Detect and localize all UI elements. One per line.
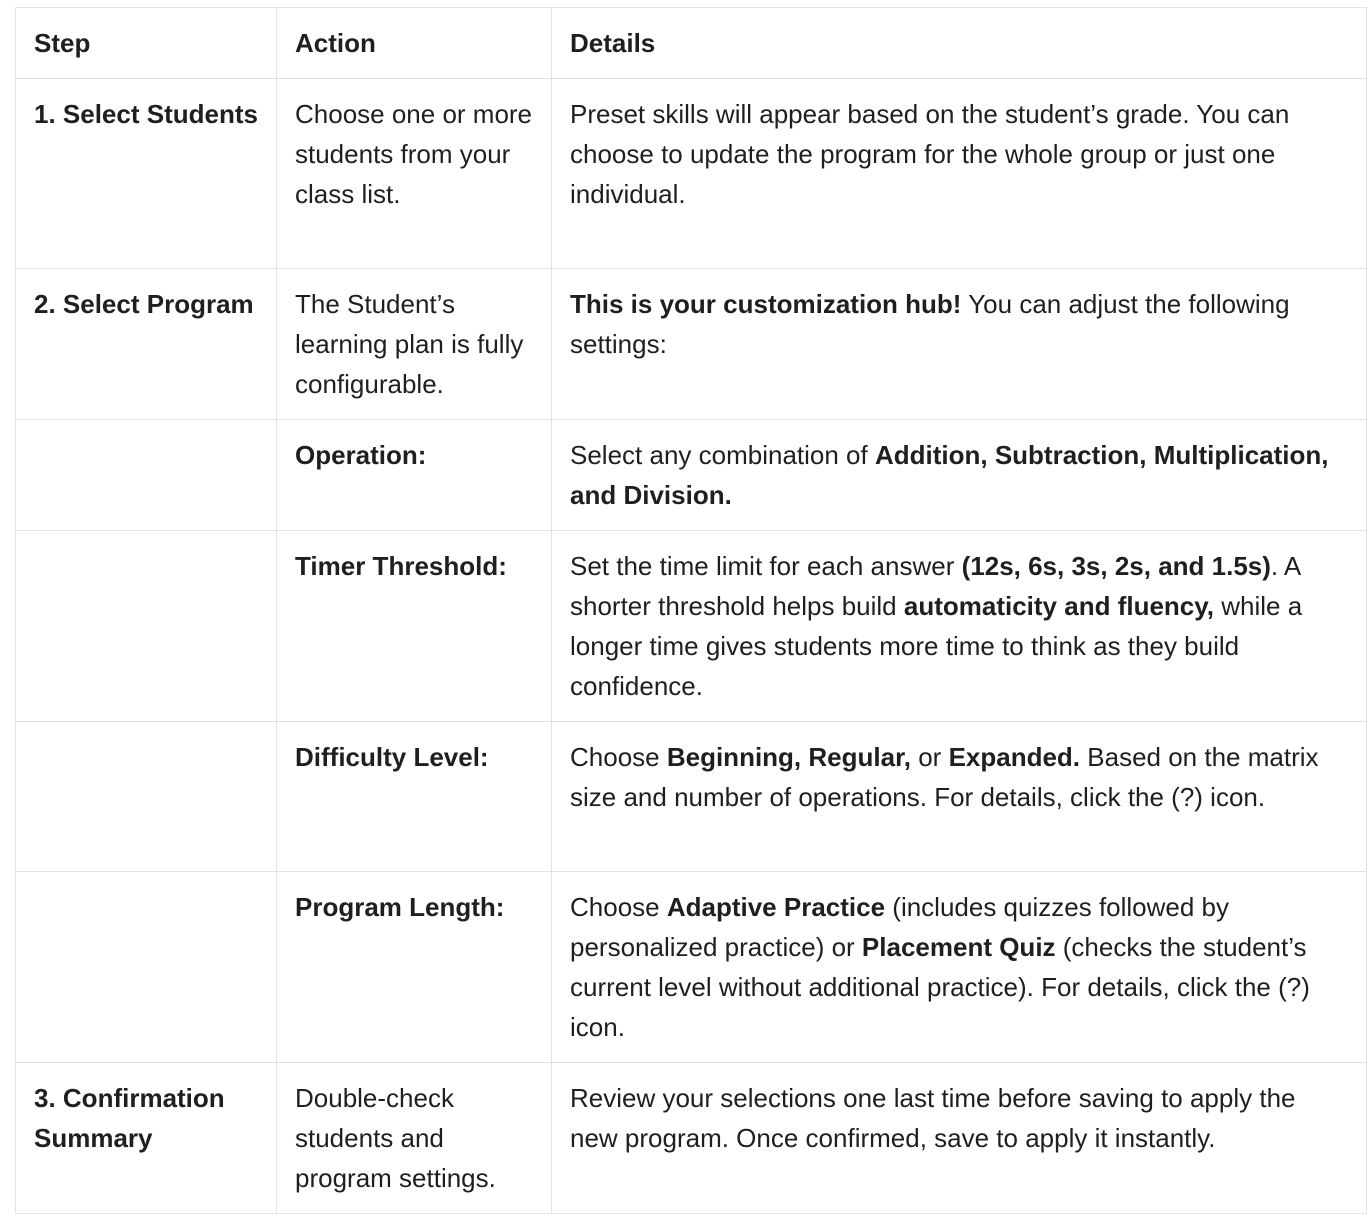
action-cell: Timer Threshold: (277, 531, 552, 722)
header-row (16, 8, 1367, 79)
details-cell (552, 1063, 1367, 1214)
details-text: Preset skills will appear based on the student’s grade. You can choose to update the program for the whole group or just one individual. (570, 99, 1290, 209)
action-cell: Choose one or more students from your class list. (277, 79, 552, 269)
table-row (16, 269, 1367, 420)
details-cell (552, 872, 1367, 1063)
details-text-bold: Placement Quiz (861, 932, 1056, 962)
details-text-bold: Beginning, Regular, (666, 742, 911, 772)
details-text: . A shorter threshold helps build (570, 551, 1300, 621)
step-cell (16, 420, 277, 531)
details-cell (552, 79, 1367, 269)
step-cell: 1. Select Students (16, 79, 277, 269)
header-details: Details (552, 8, 1367, 79)
details-cell (552, 269, 1367, 420)
table-row (16, 722, 1367, 872)
details-cell (552, 531, 1367, 722)
details-text: (includes quizzes followed by personalized practice) or (570, 892, 1230, 962)
details-text-bold: This is your customization hub! (570, 289, 962, 319)
details-text: Based on the matrix size and number of operations. For details, click the (?) icon. (570, 742, 1319, 812)
action-cell: Program Length: (277, 872, 552, 1063)
details-text-bold: Expanded. (948, 742, 1081, 772)
step-cell (16, 531, 277, 722)
table-header (16, 8, 1367, 79)
step-cell: 2. Select Program (16, 269, 277, 420)
header-action: Action (277, 8, 552, 79)
steps-table (15, 7, 1367, 1214)
step-cell (16, 722, 277, 872)
details-text: Choose (570, 742, 667, 772)
details-cell (552, 420, 1367, 531)
details-text-bold: Adaptive Practice (666, 892, 886, 922)
table-body (16, 79, 1367, 1214)
action-cell: The Student’s learning plan is fully configurable. (277, 269, 552, 420)
table-row (16, 1063, 1367, 1214)
details-text: (checks the student’s current level without additional practice). For details, click the (?) icon. (570, 932, 1310, 1042)
details-text: Set the time limit for each answer (570, 551, 962, 581)
details-text: while a longer time gives students more time to think as they build confidence. (570, 591, 1303, 701)
details-text: Select any combination of (570, 440, 875, 470)
details-text: You can adjust the following settings: (570, 289, 1290, 359)
action-cell: Double-check students and program settings. (277, 1063, 552, 1214)
table-row (16, 420, 1367, 531)
details-text: Choose (570, 892, 667, 922)
action-cell: Operation: (277, 420, 552, 531)
table-row (16, 872, 1367, 1063)
details-text: or (910, 742, 949, 772)
header-step: Step (16, 8, 277, 79)
details-text: Review your selections one last time before saving to apply the new program. Once confirmed, save to apply it instantly. (570, 1083, 1296, 1153)
step-cell: 3. Confirmation Summary (16, 1063, 277, 1214)
details-text-bold: Addition, Subtraction, Multiplication, and Division. (570, 440, 1329, 510)
action-cell: Difficulty Level: (277, 722, 552, 872)
step-cell (16, 872, 277, 1063)
table-row (16, 79, 1367, 269)
details-text-bold: automaticity and fluency, (903, 591, 1215, 621)
details-text-bold: (12s, 6s, 3s, 2s, and 1.5s) (961, 551, 1271, 581)
details-cell (552, 722, 1367, 872)
table-row (16, 531, 1367, 722)
